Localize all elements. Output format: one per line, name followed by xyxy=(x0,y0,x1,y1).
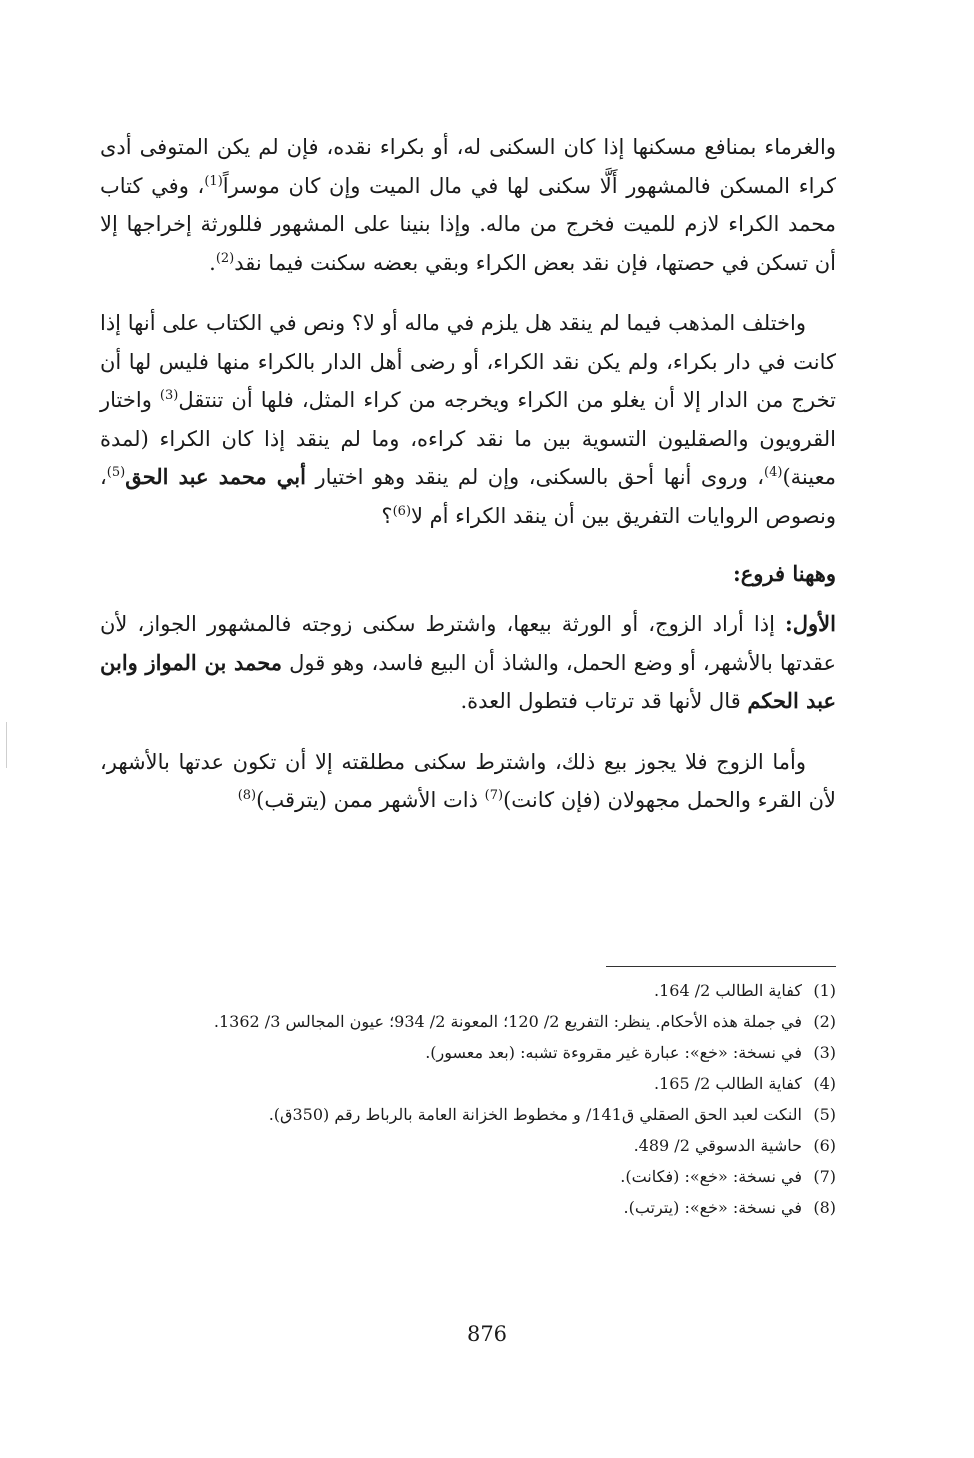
footnotes xyxy=(104,975,836,1223)
footnote-8 xyxy=(104,1192,836,1223)
text-run: والغرماء بمنافع مسكنها إذا كان السكنى له، أو بكراء نقده، فإن لم يكن المتوفى أدى كراء المسكن فالمشهور أَلَّا سكنى لها في مال الميت وإن كان موسراً xyxy=(100,135,836,198)
footnote-2 xyxy=(104,1006,836,1037)
footnote-ref-7[interactable]: (7) xyxy=(484,788,504,803)
section-heading: وههنا فروع: xyxy=(733,561,836,586)
footnote-text: في نسخة: «خع»: عبارة غير مقروءة تشبه: (بعد معسور). xyxy=(425,1043,802,1062)
footnote-7 xyxy=(104,1161,836,1192)
text-run: ، وفي كتاب محمد الكراء لازم للميت فخرج من ماله. وإذا بنينا على المشهور فللورثة إخراجها إلا أن تسكن في حصتها، فإن نقد بعض الكراء وبقي بعضه سكنت فيما نقد xyxy=(100,173,836,275)
footnote-ref-5[interactable]: (5) xyxy=(106,465,126,480)
text-run: . xyxy=(209,250,216,275)
bold-name: أبي محمد عبد الحق xyxy=(125,464,306,489)
footnote-number: (6) xyxy=(813,1136,836,1155)
text-run: ، ونصوص الروايات التفريق بين أن ينقد الكراء أم لا xyxy=(100,465,836,528)
text-run: واختلف المذهب فيما لم ينقد هل يلزم في ماله أو لا؟ ونص في الكتاب على أنها إذا كانت في دار بكراء، ولم يكن نقد الكراء، أو رضى أهل الدار بالكراء منها فليس لها أن تخرج من الدار إلا أن يغلو من الكراء ويخرجه من كراء المثل، فلها أن تنتقل xyxy=(100,311,836,412)
bold-label: الأول: xyxy=(785,611,836,636)
footnote-text: حاشية الدسوقي 2/ 489. xyxy=(633,1136,802,1155)
page-number: 876 xyxy=(466,1322,508,1346)
footnote-ref-3[interactable]: (3) xyxy=(159,388,179,403)
paragraph-3 xyxy=(100,605,836,721)
footnote-ref-2[interactable]: (2) xyxy=(215,250,235,266)
main-text xyxy=(100,128,836,820)
text-run: إذا أراد الزوج، أو الورثة بيعها، واشترط سكنى زوجته فالمشهور الجواز، لأن عقدتها بالأشهر، أو وضع الحمل، والشاذ أن البيع فاسد، وهو قول xyxy=(100,612,836,675)
footnote-ref-4[interactable]: (4) xyxy=(764,465,783,480)
text-run: ؟ xyxy=(381,503,393,528)
footnote-number: (4) xyxy=(813,1074,836,1093)
paragraph-2 xyxy=(100,304,836,535)
text-run: ، وروى أنها أحق بالسكنى، وإن لم ينقد وهو اختيار xyxy=(305,465,765,489)
margin-mark xyxy=(6,722,7,768)
footnote-text: كفاية الطالب 2/ 165. xyxy=(653,1074,802,1093)
footnote-text: كفاية الطالب 2/ 164. xyxy=(653,981,802,1000)
footnote-6 xyxy=(104,1130,836,1161)
footnote-ref-1[interactable]: (1) xyxy=(204,173,223,189)
footnote-text: النكت لعبد الحق الصقلي ق141/ و مخطوط الخزانة العامة بالرباط رقم (350ق). xyxy=(268,1105,802,1124)
bold-name: محمد بن المواز وابن عبد الحكم xyxy=(100,649,836,713)
footnote-ref-8[interactable]: (8) xyxy=(237,788,257,803)
footnote-4 xyxy=(104,1068,836,1099)
footnote-number: (7) xyxy=(813,1167,836,1186)
text-run: قال لأنها قد ترتاب فتطول العدة. xyxy=(460,689,748,713)
footnote-5 xyxy=(104,1099,836,1130)
text-run: ذات الأشهر ممن (يترقب) xyxy=(256,788,485,812)
text-run: واختار القرويون والصقليون التسوية بين ما نقد كراءه، وما لم ينقد إذا كان الكراء (لمدة معينة) xyxy=(100,388,836,489)
footnote-number: (8) xyxy=(813,1198,836,1217)
footnote-text: في نسخة: «خع»: (فكانت). xyxy=(620,1167,802,1186)
footnote-text: في جملة هذه الأحكام. ينظر: التفريع 2/ 120؛ المعونة 2/ 934؛ عيون المجالس 3/ 1362. xyxy=(213,1012,802,1031)
footnote-ref-6[interactable]: (6) xyxy=(392,503,412,519)
text-run: وأما الزوج فلا يجوز بيع ذلك، واشترط سكنى مطلقته إلا أن تكون عدتها بالأشهر، لأن القرء والحمل مجهولان (فإن كانت) xyxy=(100,749,836,812)
footnote-separator xyxy=(606,966,836,967)
footnote-number: (3) xyxy=(813,1043,836,1062)
footnote-number: (1) xyxy=(813,981,836,1000)
footnote-number: (5) xyxy=(813,1105,836,1124)
paragraph-1 xyxy=(100,128,836,282)
footnote-text: في نسخة: «خع»: (يترتب). xyxy=(623,1198,802,1217)
footnote-3 xyxy=(104,1037,836,1068)
paragraph-4 xyxy=(100,743,836,820)
footnote-1 xyxy=(104,975,836,1006)
footnote-number: (2) xyxy=(813,1012,836,1031)
